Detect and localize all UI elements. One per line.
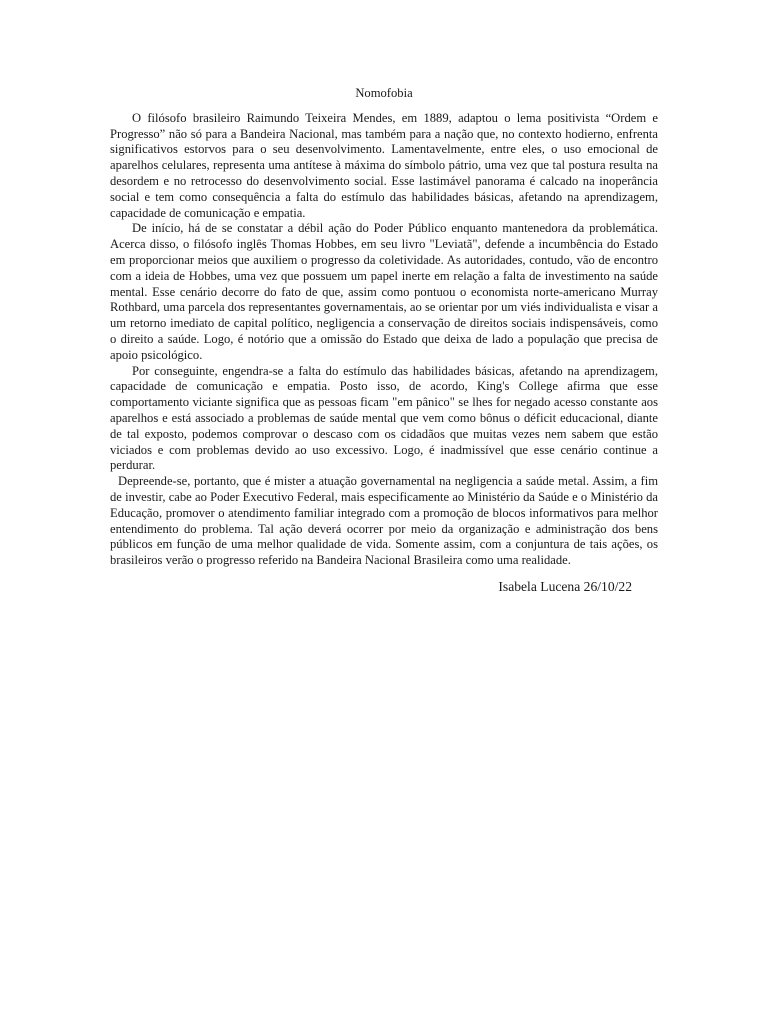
paragraph-introduction: O filósofo brasileiro Raimundo Teixeira Mendes, em 1889, adaptou o lema positivista “Ordem e Progresso” não só para a Bandeira Nacional, mas também para a nação que, no contexto hodierno, enfrenta significativos estorvos para o seu desenvolvimento. Lamentavelmente, entre eles, o uso emocional de aparelhos celulares, representa uma antítese à máxima do símbolo pátrio, uma vez que tal postura resulta na desordem e no retrocesso do desenvolvimento social. Esse lastimável panorama é calcado na inoperância social e tem como consequência a falta do estímulo das habilidades básicas, afetando na aprendizagem, capacidade de comunicação e empatia. xyxy=(110,110,658,220)
paragraph-conclusion: Depreende-se, portanto, que é mister a atuação governamental na negligencia a saúde metal. Assim, a fim de investir, cabe ao Poder Executivo Federal, mais especificamente ao Ministério da Saúde e o Ministério da Educação, promover o atendimento familiar integrado com a promoção de blocos informativos para melhor entendimento do problema. Tal ação deverá ocorrer por meio da organização e administração dos bens públicos em função de uma melhor qualidade de vida. Somente assim, com a conjuntura de tais ações, os brasileiros verão o progresso referido na Bandeira Nacional Brasileira como uma realidade. xyxy=(110,474,658,568)
essay-title: Nomofobia xyxy=(355,86,413,100)
paragraph-development-2: Por conseguinte, engendra-se a falta do estímulo das habilidades básicas, afetando na aprendizagem, capacidade de comunicação e empatia. Posto isso, de acordo, King's College afirma que esse comportamento viciante significa que as pessoas ficam "em pânico" se lhes for negado acesso constante aos aparelhos e está associado a problemas de saúde mental que vem como bônus o déficit educacional, diante de tal exposto, podemos comprovar o descaso com os cidadãos que muitas vezes nem sabem que estão viciados e com problemas devido ao uso excessivo. Logo, é inadmissível que esse cenário continue a perdurar. xyxy=(110,363,658,473)
essay-body xyxy=(110,86,658,595)
paragraph-development-1: De início, há de se constatar a débil ação do Poder Público enquanto mantenedora da problemática. Acerca disso, o filósofo inglês Thomas Hobbes, em seu livro "Leviatã", defende a incumbência do Estado em proporcionar meios que auxiliem o progresso da coletividade. As autoridades, contudo, vão de encontro com a ideia de Hobbes, uma vez que possuem um papel inerte em relação a falta de investimento na saúde mental. Esse cenário decorre do fato de que, assim como pontuou o economista norte-americano Murray Rothbard, uma parcela dos representantes governamentais, ao se orientar por um viés individualista e visar a um retorno imediato de capital político, negligencia a conservação de direitos sociais indispensáveis, como o direito a saúde. Logo, é notório que a omissão do Estado que deixa de lado a população que precisa de apoio psicológico. xyxy=(110,221,658,362)
author-signature: Isabela Lucena 26/10/22 xyxy=(498,578,632,594)
